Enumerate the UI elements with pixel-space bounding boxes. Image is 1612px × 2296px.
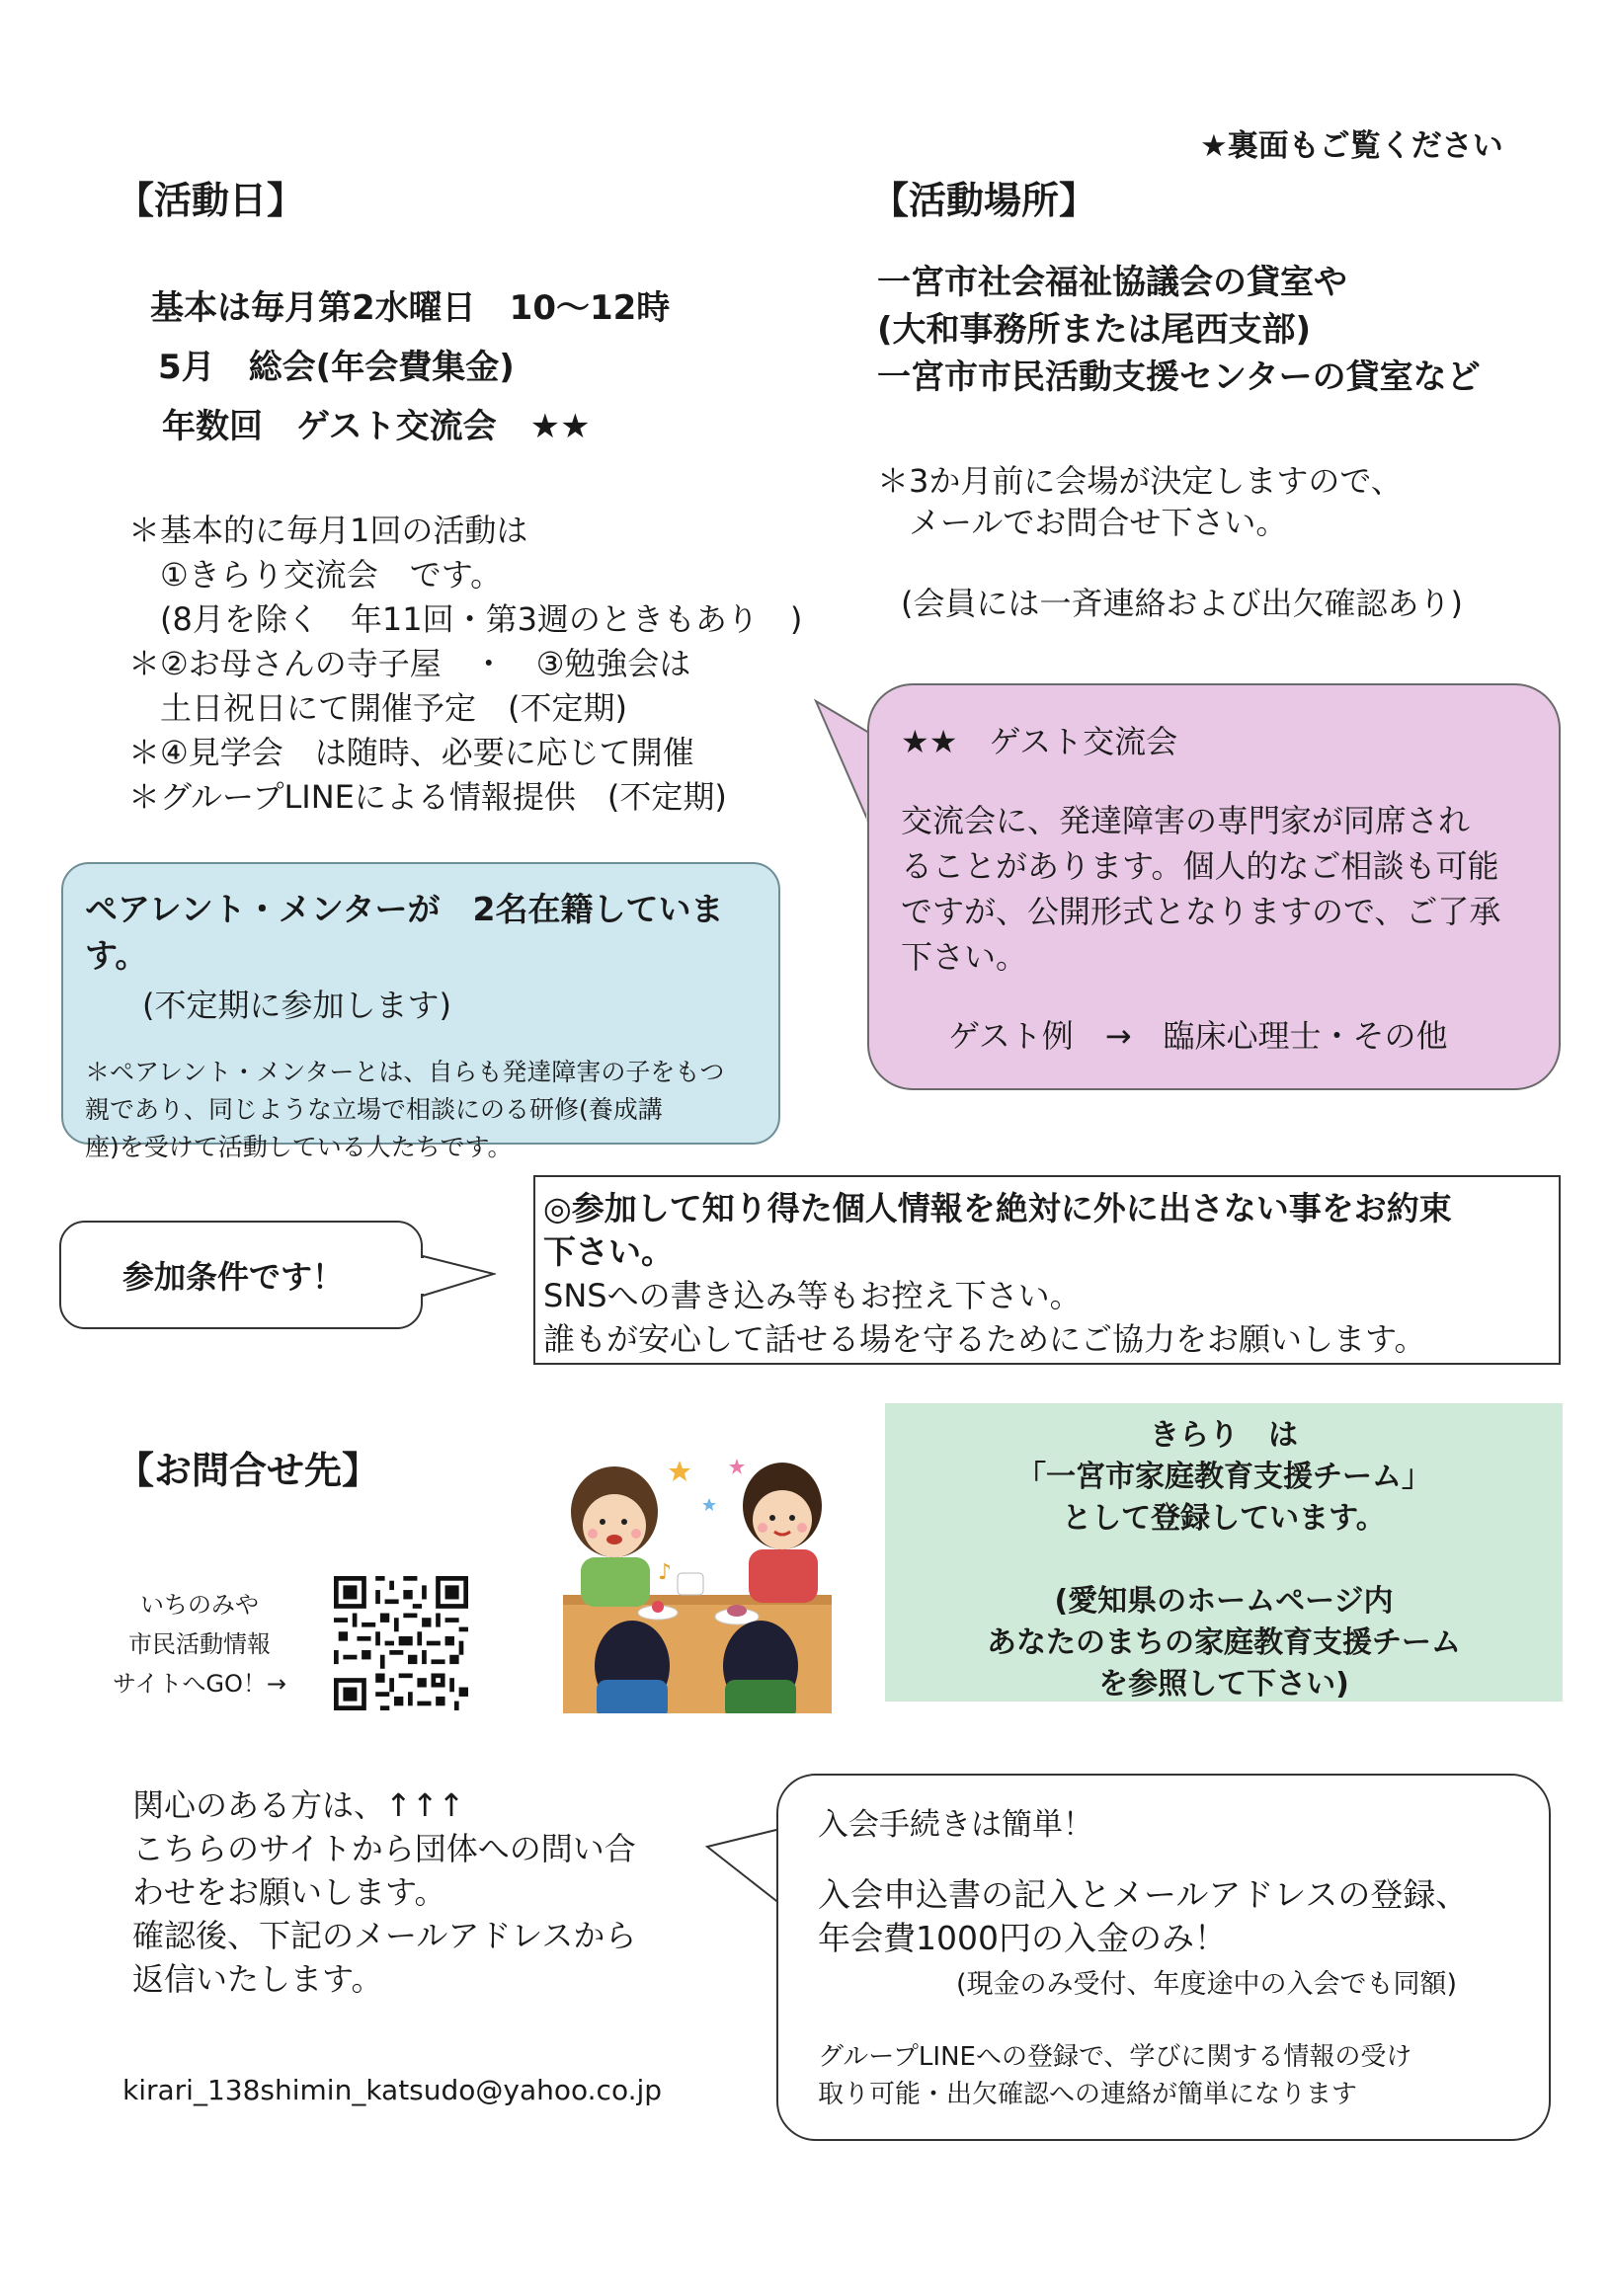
guest-exchange-bubble: [867, 683, 1561, 1090]
place-line: (大和事務所または尾西支部): [877, 310, 1312, 350]
contact-heading: 【お問合せ先】: [117, 1449, 380, 1492]
activity-location-heading: 【活動場所】: [871, 179, 1097, 222]
place-line: 一宮市市民活動支援センターの貸室など: [877, 357, 1481, 397]
join-note: (現金のみ受付、年度途中の入会でも同額): [956, 1969, 1458, 2000]
mentor-subtitle: (不定期に参加します): [142, 987, 451, 1024]
activity-days-heading: 【活動日】: [117, 179, 305, 222]
join-line-info-line: 取り可能・出欠確認への連絡が簡単になります: [818, 2080, 1358, 2109]
place-line: 一宮市社会福祉協議会の貸室や: [877, 263, 1347, 302]
qr-label: [105, 1585, 294, 1703]
join-line-info: [818, 2038, 1509, 2113]
guest-example: ゲスト例 → 臨床心理士・その他: [948, 1017, 1448, 1055]
schedule-line: 5月 総会(年会費集金): [158, 348, 515, 387]
note-line: ＊②お母さんの寺子屋 ・ ③勉強会は: [128, 645, 691, 682]
privacy-rule-box: [533, 1175, 1561, 1365]
team-ref-line: を参照して下さい): [1098, 1667, 1349, 1702]
join-body-line: 入会申込書の記入とメールアドレスの登録、: [818, 1875, 1469, 1914]
inquiry-line: 確認後、下記のメールアドレスから: [132, 1917, 637, 1954]
schedule-line: 年数回 ゲスト交流会 ★★: [162, 407, 591, 446]
qr-label-line: いちのみや: [140, 1591, 259, 1619]
note-line: ＊④見学会 は随時、必要に応じて開催: [128, 734, 694, 771]
team-line: 「一宮市家庭教育支援チーム」: [1016, 1460, 1431, 1494]
svg-text:♪: ♪: [658, 1560, 673, 1585]
location-places: [877, 259, 1481, 401]
rule-line: SNSへの書き込み等もお控え下さい。: [543, 1277, 1082, 1314]
team-ref-line: (愛知県のホームページ内: [1054, 1584, 1394, 1619]
join-line-info-line: グループLINEへの登録で、学びに関する情報の受け: [818, 2042, 1412, 2072]
mentor-desc-line: 親であり、同じような立場で相談にのる研修(養成講: [85, 1095, 663, 1124]
moms-tea-party-illustration: [563, 1447, 832, 1713]
qr-code-icon[interactable]: [334, 1576, 468, 1710]
mentor-title: ペアレント・メンターが 2名在籍しています。: [85, 890, 724, 975]
note-line: ＊グループLINEによる情報提供 (不定期): [128, 778, 727, 816]
rule-bold-line: ◎参加して知り得た個人情報を絶対に外に出さない事をお約束: [543, 1189, 1452, 1227]
note-line: (8月を除く 年11回・第3週のときもあり ): [128, 600, 803, 638]
join-procedure-bubble: [776, 1774, 1551, 2141]
inquiry-line: こちらのサイトから団体への問い合: [132, 1830, 636, 1867]
location-note-line: メールでお問合せ下さい。: [877, 504, 1288, 541]
guest-body-line: ることがあります。個人的なご相談も可能: [901, 847, 1499, 885]
guest-body-line: 交流会に、発達障害の専門家が同席され: [901, 802, 1471, 839]
schedule-line: 基本は毎月第2水曜日 10〜12時: [150, 288, 671, 328]
join-body: [818, 1873, 1509, 1960]
location-note: [877, 460, 1403, 543]
location-note-line: ＊3か月前に会場が決定しますので、: [877, 462, 1403, 500]
guest-body: [901, 798, 1527, 980]
rule-line: 誰もが安心して話せる場を守るためにご協力をお願いします。: [543, 1320, 1426, 1358]
inquiry-line: わせをお願いします。: [132, 1873, 446, 1911]
inquiry-line: 返信いたします。: [132, 1960, 383, 1998]
join-body-line: 年会費1000円の入金のみ！: [818, 1919, 1227, 1957]
parent-mentor-box: [61, 862, 780, 1161]
contact-email[interactable]: kirari_138shimin_katsudo@yahoo.co.jp: [122, 2074, 663, 2106]
see-back-notice: ★裏面もご覧ください: [1200, 128, 1503, 164]
qr-label-line: 市民活動情報: [128, 1630, 271, 1658]
inquiry-line: 関心のある方は、↑↑↑: [132, 1786, 465, 1824]
activity-notes: [128, 509, 802, 820]
team-gap: [885, 1540, 1563, 1581]
join-title: 入会手続きは簡単！: [818, 1807, 1093, 1843]
guest-title: ★★ ゲスト交流会: [901, 723, 1178, 760]
participation-conditions-bubble: 参加条件です！: [59, 1221, 423, 1329]
note-line: ①きらり交流会 です。: [128, 556, 503, 594]
member-note: (会員には一斉連絡および出欠確認あり): [901, 585, 1463, 622]
family-education-team-box: [885, 1403, 1563, 1702]
note-line: ＊基本的に毎月1回の活動は: [128, 512, 528, 549]
guest-body-line: 下さい。: [901, 938, 1028, 976]
rule-bold-line: 下さい。: [543, 1232, 674, 1271]
qr-label-line: サイトへGO！→: [113, 1670, 286, 1698]
guest-body-line: ですが、公開形式となりますので、ご了承: [901, 893, 1501, 930]
team-line: きらり は: [1150, 1418, 1298, 1453]
team-ref-line: あなたのまちの家庭教育支援チーム: [987, 1625, 1461, 1660]
activity-schedule: [150, 278, 670, 456]
note-line: 土日祝日にて開催予定 (不定期): [128, 689, 627, 727]
mentor-desc-line: ＊ペアレント・メンターとは、自らも発達障害の子をもつ: [85, 1058, 725, 1086]
inquiry-text: [132, 1783, 636, 2001]
team-line: として登録しています。: [1062, 1501, 1386, 1536]
mentor-desc-line: 座)を受けて活動している人たちです。: [85, 1133, 513, 1161]
conditions-bubble-tail: [413, 1246, 496, 1306]
mentor-description: [85, 1054, 757, 1166]
